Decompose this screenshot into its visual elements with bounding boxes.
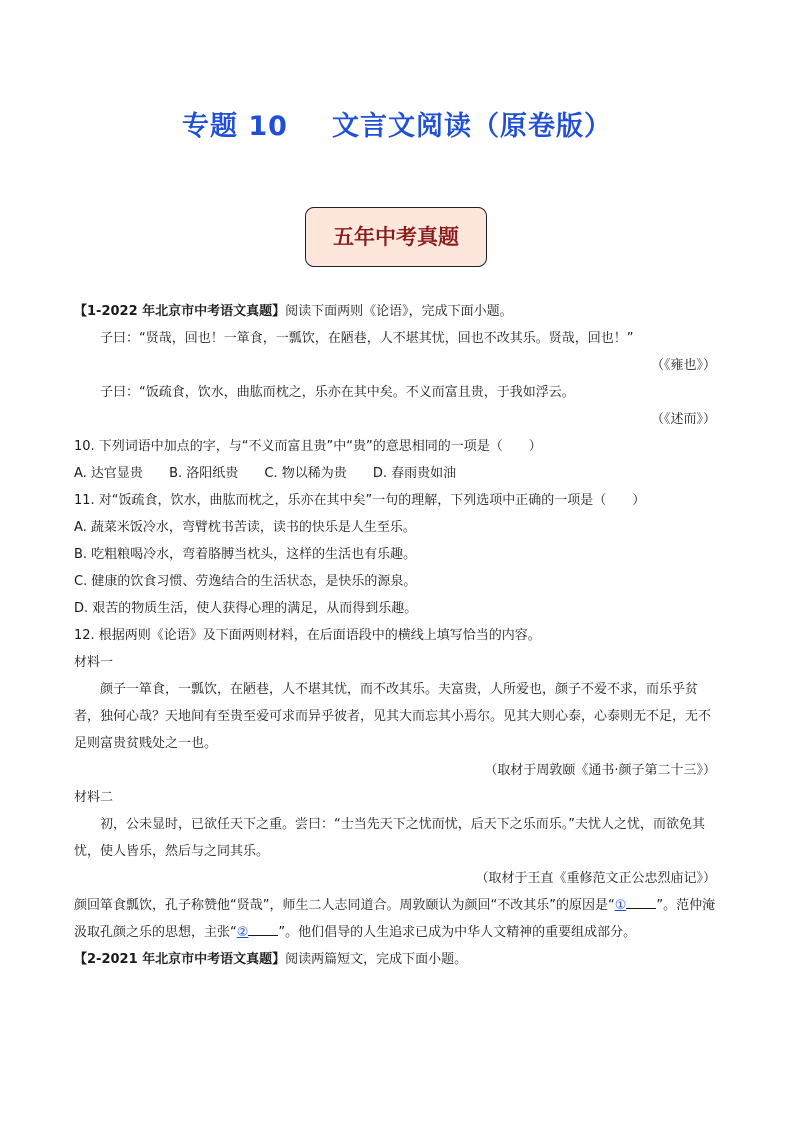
fill-in-passage bbox=[74, 892, 716, 946]
passage-part-1: 颜回箪食瓢饮，孔子称赞他“贤哉”，师生二人志同道合。周敦颐认为颜回“不改其乐”的原因是“ bbox=[74, 898, 615, 913]
blank-2-number: ② bbox=[236, 925, 249, 940]
material-1-source: （取材于周敦颐《通书·颜子第二十三》） bbox=[484, 763, 716, 778]
source-1: （《雍也》） bbox=[650, 358, 716, 373]
q2-header bbox=[74, 946, 716, 973]
q2-tag: 【2-2021 年北京市中考语文真题】 bbox=[74, 952, 286, 967]
section-label-box bbox=[305, 207, 487, 267]
material-2-source: （取材于王直《重修范文正公忠烈庙记》） bbox=[475, 871, 716, 886]
section-label: 五年中考真题 bbox=[333, 224, 459, 249]
q10-option-d: D. 春雨贵如油 bbox=[372, 466, 457, 481]
question-12: 12. 根据两则《论语》及下面两则材料，在后面语段中的横线上填写恰当的内容。 bbox=[74, 628, 541, 643]
q1-intro: 阅读下面两则《论语》，完成下面小题。 bbox=[285, 304, 513, 319]
question-10: 10. 下列词语中加点的字，与“不义而富且贵”中“贵”的意思相同的一项是（ ） bbox=[74, 439, 542, 454]
quote-2: 子曰：“饭疏食，饮水，曲肱而枕之，乐亦在其中矣。不义而富且贵，于我如浮云。 bbox=[100, 385, 575, 400]
q10-options bbox=[74, 460, 716, 487]
blank-2-line bbox=[248, 935, 278, 936]
title-sub: 文言文阅读（原卷版） bbox=[331, 111, 612, 142]
material-2-label: 材料二 bbox=[74, 790, 114, 805]
q1-tag: 【1-2022 年北京市中考语文真题】 bbox=[74, 304, 286, 319]
page-title bbox=[0, 104, 794, 143]
quote-1: 子曰：“贤哉，回也！一箪食，一瓢饮，在陋巷，人不堪其忧，回也不改其乐。贤哉，回也！” bbox=[100, 331, 634, 346]
material-1-label: 材料一 bbox=[74, 655, 114, 670]
document-body bbox=[74, 298, 716, 973]
q1-header bbox=[74, 298, 716, 325]
passage-part-3: ”。他们倡导的人生追求已成为中华人文精神的重要组成部分。 bbox=[278, 925, 637, 940]
q11-option-c: C. 健康的饮食习惯、劳逸结合的生活状态，是快乐的源泉。 bbox=[74, 574, 417, 589]
q11-option-a: A. 蔬菜米饭冷水，弯臂枕书苦读，读书的快乐是人生至乐。 bbox=[74, 520, 416, 535]
q10-option-b: B. 洛阳纸贵 bbox=[169, 466, 239, 481]
q2-intro: 阅读两篇短文，完成下面小题。 bbox=[285, 952, 468, 967]
q10-option-c: C. 物以稀为贵 bbox=[264, 466, 347, 481]
title-main: 专题 10 bbox=[182, 111, 288, 142]
material-2-text: 初，公未显时，已欲任天下之重。尝曰：“士当先天下之忧而忧，后天下之乐而乐。”夫忧人之忧，而欲免其忧，使人皆乐，然后与之同其乐。 bbox=[74, 817, 705, 859]
q10-option-a: A. 达官显贵 bbox=[74, 466, 143, 481]
passage-part-2: ”。范仲淹汲取孔颜之乐的思想，主张“ bbox=[74, 898, 716, 940]
q11-option-d: D. 艰苦的物质生活，使人获得心理的满足，从而得到乐趣。 bbox=[74, 601, 418, 616]
blank-1-number: ① bbox=[614, 898, 627, 913]
question-11: 11. 对“饭疏食，饮水，曲肱而枕之，乐亦在其中矣”一句的理解，下列选项中正确的一项是（ ） bbox=[74, 493, 646, 508]
material-1-text: 颜子一箪食，一瓢饮，在陋巷，人不堪其忧，而不改其乐。夫富贵，人所爱也，颜子不爱不求，而乐乎贫者，独何心哉？天地间有至贵至爱可求而异乎彼者，见其大而忘其小焉尔。见其大则心泰，心泰则无不足，无不足则富贵贫贱处之一也。 bbox=[74, 682, 712, 751]
q11-option-b: B. 吃粗粮喝冷水，弯着胳膊当枕头，这样的生活也有乐趣。 bbox=[74, 547, 417, 562]
source-2: （《述而》） bbox=[650, 412, 716, 427]
blank-1-line bbox=[626, 908, 656, 909]
